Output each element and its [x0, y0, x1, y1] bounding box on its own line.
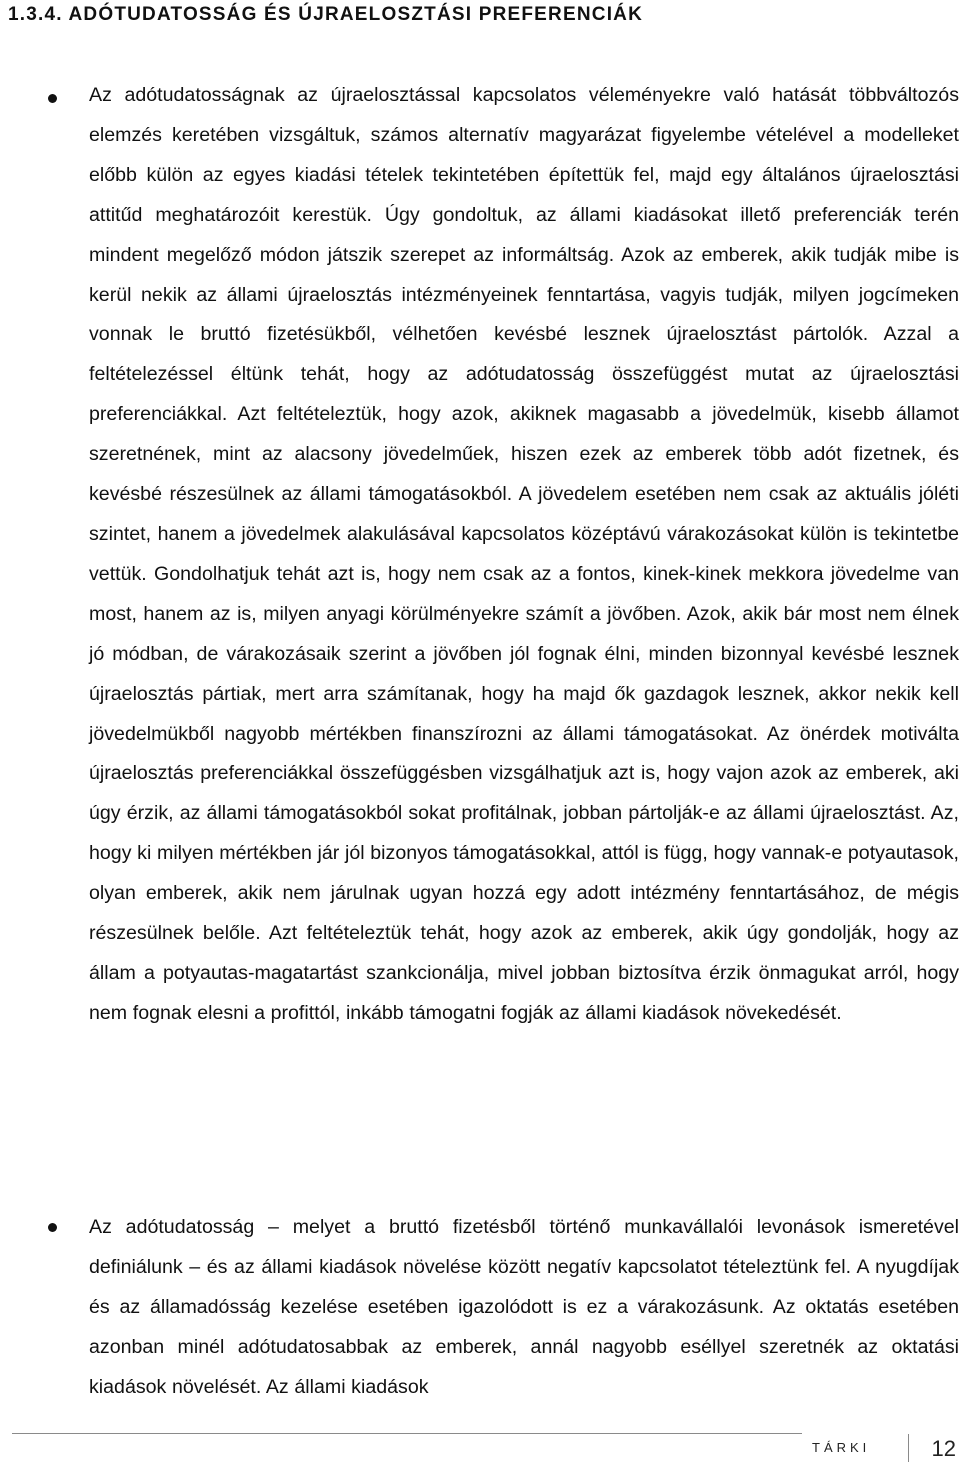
bullet-marker — [48, 1223, 57, 1232]
body-paragraph: Az adótudatosságnak az újraelosztással kapcsolatos véleményekre való hatását többváltozós elemzés keretében vizsgáltuk, számos alternatív magyarázat figyelembe vételével a modelleket előbb külön az egyes kiadási tételek tekintetében építettük fel, majd egy általános újraelosztási attitűd meghatározóit kerestük. Úgy gondoltuk, az állami kiadásokat illető preferenciák terén mindent megelőző módon játszik szerepet az informáltság. Azok az emberek, akik tudják mibe is kerül nekik az állami újraelosztás intézményeinek fenntartása, vagyis tudják, milyen jogcímeken vonnak le bruttó fizetésükből, vélhetően kevésbé lesznek újraelosztást pártolók. Azzal a feltételezéssel éltünk tehát, hogy az adótudatosság összefüggést mutat az újraelosztási preferenciákkal. Azt feltételeztük, hogy azok, akiknek magasabb a jövedelmük, kisebb államot szeretnének, mint az alacsony jövedelműek, hiszen ezek az emberek több adót fizetnek, és kevésbé részesülnek az állami támogatásokból. A jövedelem esetében nem csak az aktuális jóléti szintet, hanem a jövedelmek alakulásával kapcsolatos középtávú várakozásokat külön is tekintetbe vettük. Gondolhatjuk tehát azt is, hogy nem csak az a fontos, kinek-kinek mekkora jövedelme van most, hanem az is, milyen anyagi körülményekre számít a jövőben. Azok, akik bár most nem élnek jó módban, de várakozásaik szerint a jövőben jól fognak élni, minden bizonnyal kevésbé lesznek újraelosztás pártiak, mert arra számítanak, hogy ha majd ők gazdagok lesznek, akkor nekik kell jövedelmükből nagyobb mértékben finanszírozni az állami támogatásokat. Az önérdek motiválta újraelosztás preferenciákkal összefüggésben vizsgálhatjuk azt is, hogy vajon azok az emberek, aki úgy érzik, az állami támogatásokból sokat profitálnak, jobban pártolják-e az állami újraelosztást. Az, hogy ki milyen mértékben jár jól bizonyos támogatásokkal, attól is függ, hogy vannak-e potyautasok, olyan emberek, akik nem járulnak ugyan hozzá egy adott intézmény fenntartásához, de mégis részesülnek belőle. Azt feltételeztük tehát, hogy azok az emberek, akik úgy gondolják, hogy az állam a potyautas-magatartást szankcionálja, mivel jobban biztosítva érzik önmagukat arról, hogy nem fognak elesni a profittól, inkább támogatni fogják az állami kiadások növekedését. — [89, 84, 959, 1024]
body-paragraph: Az adótudatosság – melyet a bruttó fizetésből történő munkavállalói levonások ismeretével definiálunk – és az állami kiadások növelése között negatív kapcsolatot tételeztünk fel. A nyugdíjak és az államadósság kezelése esetében igazolódott is ez a várakozásunk. Az oktatás esetében azonban minél adótudatosabbak az emberek, annál nagyobb eséllyel szeretnék az oktatási kiadások növelését. Az állami kiadások — [89, 1216, 959, 1398]
footer-divider — [908, 1434, 909, 1462]
footer-rule — [12, 1433, 802, 1434]
page-number: 12 — [931, 1436, 956, 1461]
footer-brand: TÁRKI — [812, 1440, 871, 1455]
bullet-marker — [48, 94, 57, 103]
section-heading: 1.3.4. ADÓTUDATOSSÁG ÉS ÚJRAELOSZTÁSI PREFERENCIÁK — [8, 4, 644, 25]
